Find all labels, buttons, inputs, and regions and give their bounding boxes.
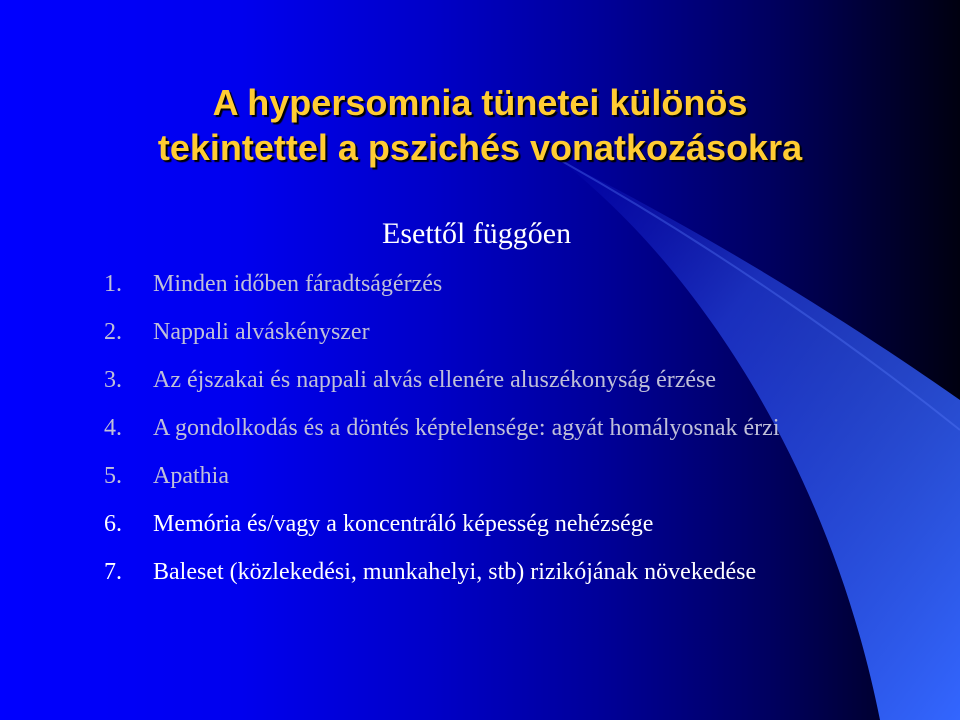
list-item-number: 7. (104, 559, 122, 585)
list-item-text: Minden időben fáradtságérzés (153, 271, 443, 297)
list-item-text: Az éjszakai és nappali alvás ellenére aluszékonyság érzése (153, 367, 717, 393)
list-item-text: Baleset (közlekedési, munkahelyi, stb) rizikójának növekedése (153, 559, 757, 585)
list-item-number: 4. (104, 415, 122, 441)
list-item-text: Memória és/vagy a koncentráló képesség nehézsége (153, 511, 654, 537)
list-item-number: 2. (104, 319, 122, 345)
list-item-number: 5. (104, 463, 122, 489)
title-line-1: A hypersomnia tünetei különös (212, 82, 748, 123)
page-title (40, 80, 920, 170)
list-item-number: 1. (104, 271, 122, 297)
list-item-number: 6. (104, 511, 122, 537)
subtitle: Esettől függően (382, 217, 572, 250)
title-line-2: tekintettel a pszichés vonatkozásokra (157, 127, 803, 168)
list-item-text: A gondolkodás és a döntés képtelensége: agyát homályosnak érzi (153, 415, 780, 441)
list-item-number: 3. (104, 367, 122, 393)
list-item-text: Apathia (153, 463, 229, 489)
list-item-text: Nappali alváskényszer (153, 319, 370, 345)
